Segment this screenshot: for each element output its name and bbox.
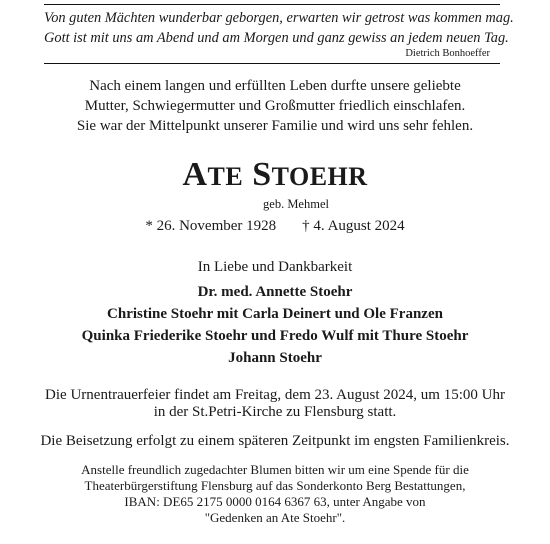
donation-line-2: Theaterbürgerstiftung Flensburg auf das Sonderkonto Berg Bestattungen,: [84, 478, 466, 493]
ceremony-line-1: Die Urnentrauerfeier findet am Freitag, dem 23. August 2024, um 15:00 Uhr: [45, 387, 505, 403]
name-first-initial: A: [182, 156, 208, 193]
quote-line-1: Von guten Mächten wunderbar geborgen, erwarten wir getrost was kommen mag.: [44, 10, 514, 26]
mourner-name: Quinka Friederike Stoehr und Fredo Wulf mit Thure Stoehr: [81, 328, 469, 344]
name-first-rest: TE: [207, 162, 244, 191]
birth-name: geb. Mehmel: [263, 197, 329, 211]
name-last-initial: S: [252, 156, 272, 193]
quote-line-2: Gott ist mit uns am Abend und am Morgen und ganz gewiss an jedem neuen Tag.: [44, 30, 509, 46]
mourner-name: Christine Stoehr mit Carla Deinert und Ole Franzen: [107, 306, 443, 322]
quote-box: [44, 4, 514, 64]
burial-note: Die Beisetzung erfolgt zu einem späteren Zeitpunkt im engsten Familienkreis.: [40, 433, 510, 449]
intro-line-3: Sie war der Mittelpunkt unserer Familie und wird uns sehr fehlen.: [76, 118, 474, 134]
quote-author: Dietrich Bonhoeffer: [405, 48, 490, 59]
death-date: † 4. August 2024: [302, 218, 405, 234]
donation-line-3: IBAN: DE65 2175 0000 0164 6367 63, unter Angabe von: [124, 494, 426, 509]
donation-line-1: Anstelle freundlich zugedachter Blumen bitten wir um eine Spende für die: [81, 462, 469, 477]
donation-line-4: "Gedenken an Ate Stoehr".: [204, 510, 346, 525]
intro-line-2: Mutter, Schwiegermutter und Großmutter friedlich einschlafen.: [84, 98, 466, 114]
mourner-name: Johann Stoehr: [228, 350, 322, 366]
ceremony-line-2: in der St.Petri-Kirche zu Flensburg statt.: [153, 404, 397, 420]
birth-date: * 26. November 1928: [145, 218, 277, 234]
name-last-rest: TOEHR: [271, 162, 368, 191]
mourner-name: Dr. med. Annette Stoehr: [197, 284, 353, 300]
intro-line-1: Nach einem langen und erfüllten Leben durfte unsere geliebte: [89, 78, 461, 94]
life-dates: [0, 219, 550, 234]
deceased-name: [0, 158, 550, 192]
mourners-heading: In Liebe und Dankbarkeit: [197, 259, 353, 275]
